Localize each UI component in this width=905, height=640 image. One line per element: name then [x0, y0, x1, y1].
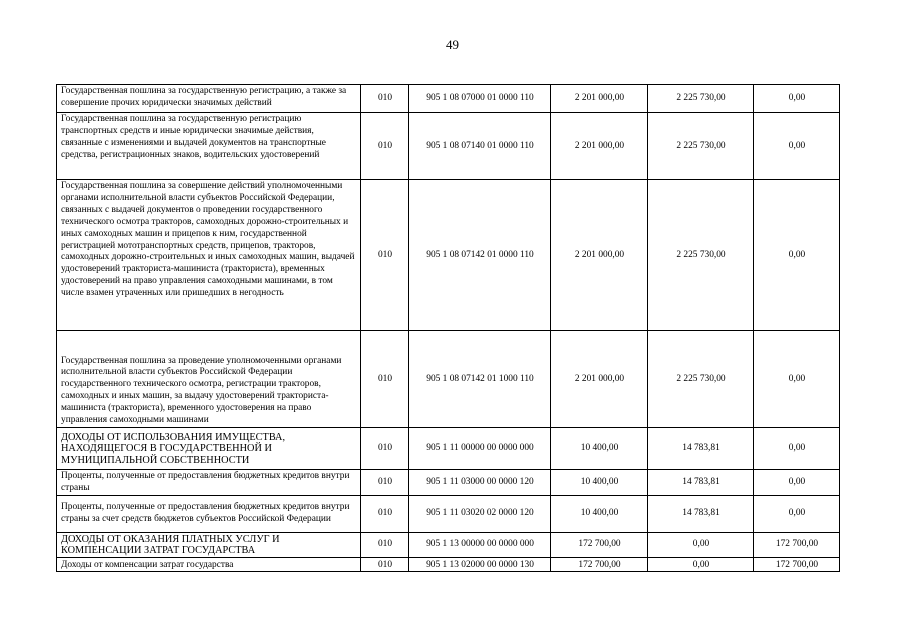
approved-amount: 172 700,00 [551, 557, 648, 571]
table-row [57, 113, 840, 180]
line-code: 010 [361, 557, 409, 571]
budget-classification-code: 905 1 13 00000 00 0000 000 [409, 532, 551, 557]
income-name: Доходы от компенсации затрат государства [57, 557, 361, 571]
income-name: Проценты, полученные от предоставления бюджетных кредитов внутри страны [57, 470, 361, 496]
line-code: 010 [361, 532, 409, 557]
income-name: Государственная пошлина за государственную регистрацию, а также за совершение прочих юридически значимых действий [57, 85, 361, 113]
budget-classification-code: 905 1 11 03020 02 0000 120 [409, 495, 551, 532]
budget-classification-code: 905 1 08 07140 01 0000 110 [409, 113, 551, 180]
executed-amount: 14 783,81 [648, 428, 754, 470]
approved-amount: 2 201 000,00 [551, 331, 648, 428]
income-name: Государственная пошлина за проведение уполномоченными органами исполнительной власти субъектов Российской Федерации государственного технического осмотра, регистрации тракторов, самоходных и иных машин, за выдачу удостоверений тракториста-машиниста (тракториста), временного удостоверения на право управления самоходными машинами [57, 331, 361, 428]
table-row [57, 85, 840, 113]
income-name: Проценты, полученные от предоставления бюджетных кредитов внутри страны за счет средств бюджетов субъектов Российской Федерации [57, 495, 361, 532]
table-row [57, 470, 840, 496]
line-code: 010 [361, 470, 409, 496]
budget-classification-code: 905 1 08 07142 01 1000 110 [409, 331, 551, 428]
executed-amount: 2 225 730,00 [648, 180, 754, 331]
approved-amount: 2 201 000,00 [551, 85, 648, 113]
page-number: 49 [446, 37, 459, 52]
approved-amount: 2 201 000,00 [551, 113, 648, 180]
income-name: Государственная пошлина за государственную регистрацию транспортных средств и иные юридически значимые действия, связанные с изменениями и выдачей документов на транспортные средства, регистрационных знаков, водительских удостоверений [57, 113, 361, 180]
executed-amount: 0,00 [648, 557, 754, 571]
executed-amount: 14 783,81 [648, 495, 754, 532]
income-name: ДОХОДЫ ОТ ОКАЗАНИЯ ПЛАТНЫХ УСЛУГ И КОМПЕНСАЦИИ ЗАТРАТ ГОСУДАРСТВА [57, 532, 361, 557]
table-row [57, 180, 840, 331]
unexecuted-amount: 0,00 [754, 180, 840, 331]
line-code: 010 [361, 180, 409, 331]
executed-amount: 2 225 730,00 [648, 85, 754, 113]
executed-amount: 2 225 730,00 [648, 331, 754, 428]
approved-amount: 10 400,00 [551, 428, 648, 470]
table-row [57, 495, 840, 532]
unexecuted-amount: 0,00 [754, 331, 840, 428]
table-row [57, 428, 840, 470]
line-code: 010 [361, 428, 409, 470]
income-name: Государственная пошлина за совершение действий уполномоченными органами исполнительной власти субъектов Российской Федерации, связанных с выдачей документов о проведении государственного технического осмотра тракторов, самоходных дорожно-строительных и иных самоходных машин и прицепов к ним, государственной регистрацией мототранспортных средств, прицепов, тракторов, самоходных дорожно-строительных и иных самоходных машин, выдачей удостоверений тракториста-машиниста (тракториста), временных удостоверений на право управления самоходными машинами, в том числе взамен утраченных или пришедших в негодность [57, 180, 361, 331]
budget-classification-code: 905 1 11 00000 00 0000 000 [409, 428, 551, 470]
approved-amount: 10 400,00 [551, 495, 648, 532]
unexecuted-amount: 0,00 [754, 85, 840, 113]
unexecuted-amount: 0,00 [754, 495, 840, 532]
table-row [57, 532, 840, 557]
line-code: 010 [361, 495, 409, 532]
budget-classification-code: 905 1 08 07142 01 0000 110 [409, 180, 551, 331]
budget-classification-code: 905 1 13 02000 00 0000 130 [409, 557, 551, 571]
unexecuted-amount: 0,00 [754, 113, 840, 180]
budget-classification-code: 905 1 08 07000 01 0000 110 [409, 85, 551, 113]
line-code: 010 [361, 331, 409, 428]
executed-amount: 0,00 [648, 532, 754, 557]
table-row [57, 331, 840, 428]
income-name: ДОХОДЫ ОТ ИСПОЛЬЗОВАНИЯ ИМУЩЕСТВА, НАХОДЯЩЕГОСЯ В ГОСУДАРСТВЕННОЙ И МУНИЦИПАЛЬНОЙ СОБСТВЕННОСТИ [57, 428, 361, 470]
line-code: 010 [361, 85, 409, 113]
executed-amount: 2 225 730,00 [648, 113, 754, 180]
approved-amount: 2 201 000,00 [551, 180, 648, 331]
unexecuted-amount: 0,00 [754, 428, 840, 470]
unexecuted-amount: 172 700,00 [754, 532, 840, 557]
approved-amount: 172 700,00 [551, 532, 648, 557]
revenue-table [56, 84, 840, 572]
unexecuted-amount: 0,00 [754, 470, 840, 496]
table-row [57, 557, 840, 571]
budget-classification-code: 905 1 11 03000 00 0000 120 [409, 470, 551, 496]
approved-amount: 10 400,00 [551, 470, 648, 496]
executed-amount: 14 783,81 [648, 470, 754, 496]
unexecuted-amount: 172 700,00 [754, 557, 840, 571]
line-code: 010 [361, 113, 409, 180]
